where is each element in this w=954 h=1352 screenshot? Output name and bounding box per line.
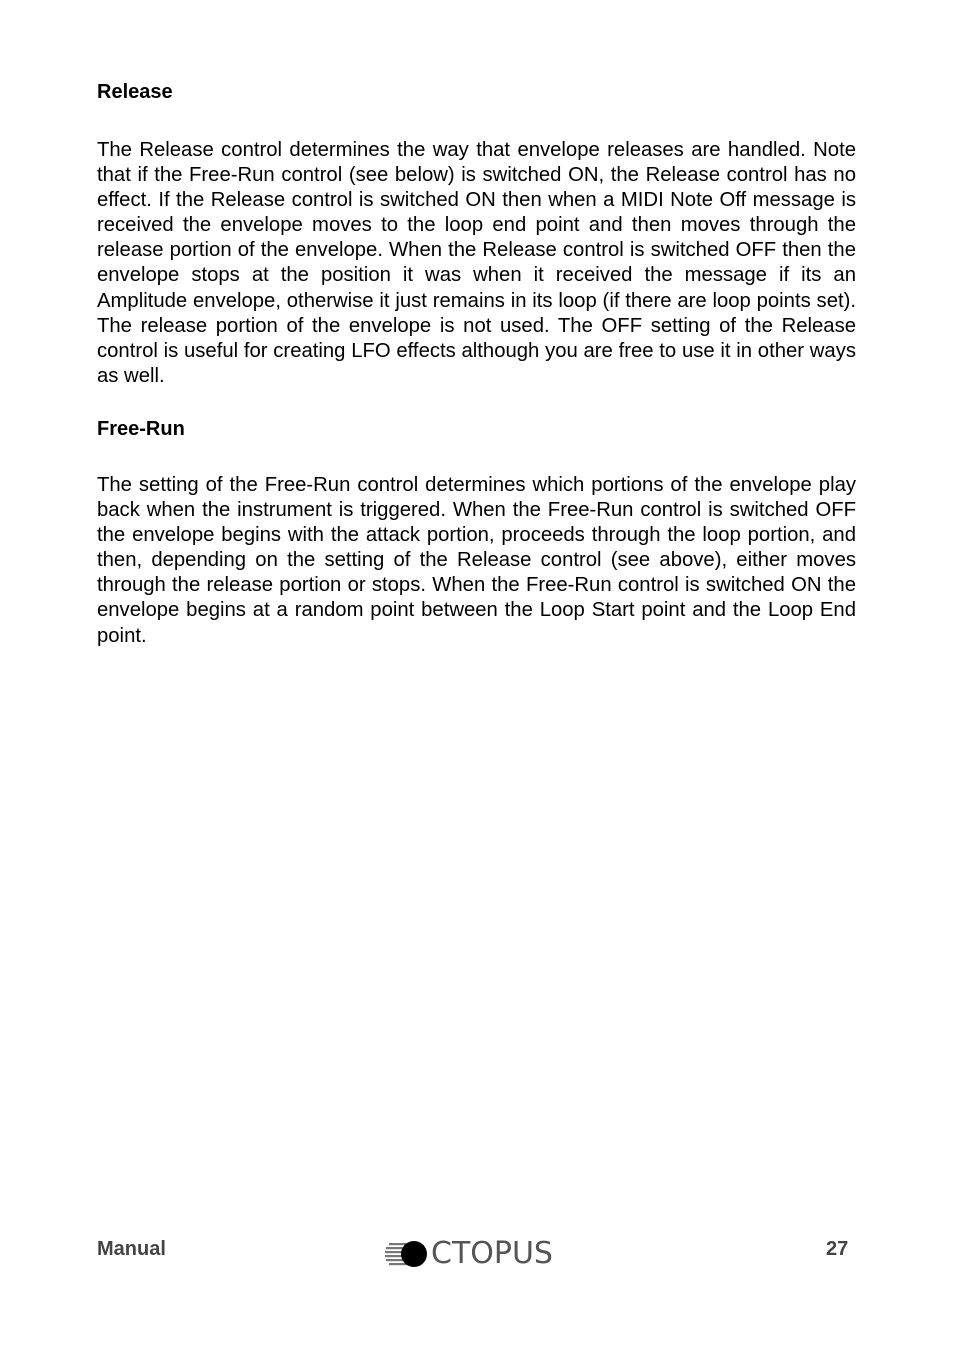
section-heading-release: Release (97, 81, 173, 103)
footer-manual-label: Manual (97, 1238, 166, 1260)
octopus-logo-icon (385, 1237, 429, 1271)
section-body-free-run: The setting of the Free-Run control determines which portions of the envelope play back when the instrument is triggered. When the Free-Run control is switched OFF the envelope begins with the attack portion, proceeds through the loop portion, and then, depending on the setting of the Release control (see above), either moves through the release portion or stops. When the Free-Run control is switched ON the envelope begins at a random point between the Loop Start point and the Loop End point. (97, 473, 856, 647)
octopus-logo-text: CTOPUS (431, 1236, 553, 1271)
page-number: 27 (826, 1238, 849, 1260)
page-content (97, 78, 856, 649)
octopus-logo (385, 1234, 575, 1274)
section-heading-free-run: Free-Run (97, 417, 185, 440)
section-body-release: The Release control determines the way that envelope releases are handled. Note that if the Free-Run control (see below) is switched ON, the Release control has no effect. If the Release control is switched ON then when a MIDI Note Off message is received the envelope moves to the loop end point and then moves through the release portion of the envelope. When the Release control is switched OFF then the envelope stops at the position it was when it received the message if its an Amplitude envelope, otherwise it just remains in its loop (if there are loop points set). The release portion of the envelope is not used. The OFF setting of the Release control is useful for creating LFO effects although you are free to use it in other ways as well. (97, 139, 856, 387)
